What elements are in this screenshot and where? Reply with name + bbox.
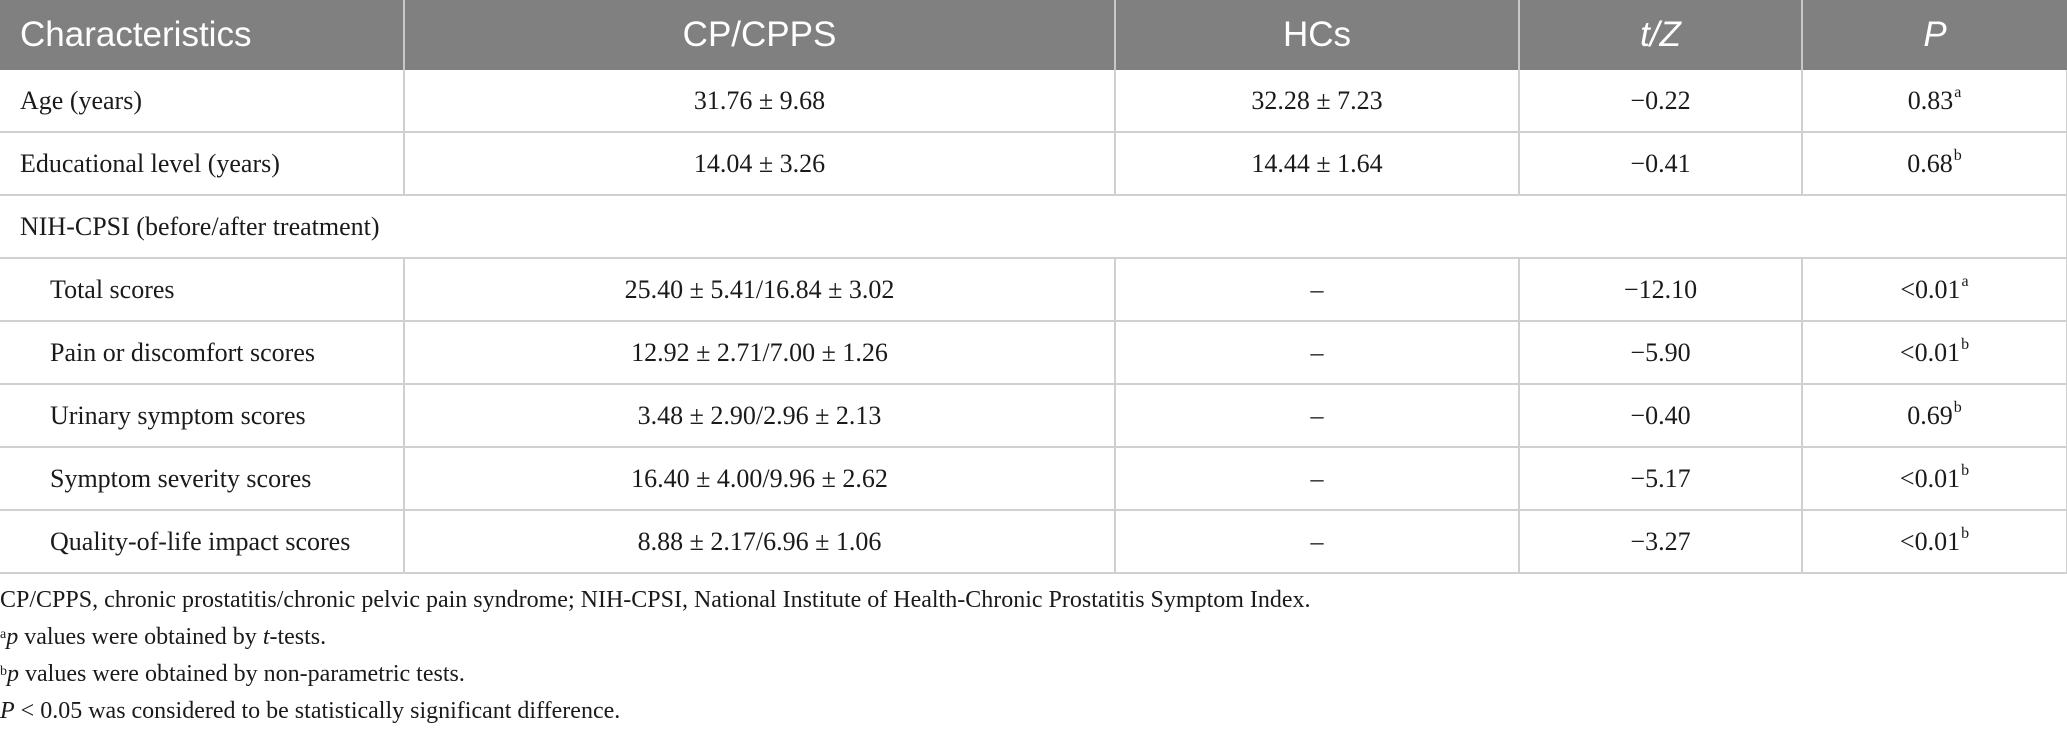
table-row bbox=[0, 70, 2067, 132]
cell-hcs: – bbox=[1115, 384, 1519, 447]
row-label: Educational level (years) bbox=[0, 132, 404, 195]
row-label: Total scores bbox=[0, 258, 404, 321]
table-row bbox=[0, 321, 2067, 384]
header-p-label: P bbox=[1923, 15, 1947, 54]
abbreviations-note: CP/CPPS, chronic prostatitis/chronic pelvic pain syndrome; NIH-CPSI, National Institute of Health-Chronic Prostatitis Symptom Index. bbox=[0, 587, 1311, 613]
footnote-b-p: p bbox=[7, 661, 19, 687]
cell-hcs: – bbox=[1115, 321, 1519, 384]
cell-hcs: – bbox=[1115, 510, 1519, 573]
p-value: <0.01 bbox=[1900, 274, 1961, 304]
footnote-marker: b bbox=[1961, 335, 1970, 353]
row-label: Symptom severity scores bbox=[0, 447, 404, 510]
p-value: <0.01 bbox=[1899, 337, 1961, 367]
cell-tz: −5.90 bbox=[1519, 321, 1802, 384]
row-label: Quality-of-life impact scores bbox=[0, 510, 404, 573]
footnote-a-t: t bbox=[262, 624, 270, 650]
cell-p bbox=[1802, 132, 2067, 195]
group-label: NIH-CPSI (before/after treatment) bbox=[0, 195, 2067, 258]
header-cp-cpps: CP/CPPS bbox=[404, 0, 1115, 70]
cell-hcs: – bbox=[1115, 447, 1519, 510]
cell-tz: −5.17 bbox=[1519, 447, 1802, 510]
table-row bbox=[0, 258, 2067, 321]
cell-tz: −0.41 bbox=[1519, 132, 1802, 195]
significance-text: < 0.05 was considered to be statistically significant difference. bbox=[14, 698, 621, 724]
header-hcs: HCs bbox=[1115, 0, 1519, 70]
significance-note bbox=[0, 693, 2060, 730]
row-label: Urinary symptom scores bbox=[0, 384, 404, 447]
footnote-marker: b bbox=[1961, 461, 1970, 479]
table-row bbox=[0, 132, 2067, 195]
footnote-a bbox=[0, 619, 2060, 656]
group-row bbox=[0, 195, 2067, 258]
footnote-b-text: values were obtained by non-parametric tests. bbox=[19, 661, 465, 687]
footnote-marker: a bbox=[1961, 272, 1969, 290]
p-value: <0.01 bbox=[1899, 526, 1961, 556]
header-characteristics: Characteristics bbox=[0, 0, 404, 70]
cell-p bbox=[1802, 70, 2067, 132]
footnote-marker: a bbox=[1954, 83, 1962, 101]
significance-p: P bbox=[0, 698, 15, 724]
cell-cp-cpps: 31.76 ± 9.68 bbox=[404, 70, 1115, 132]
cell-p bbox=[1802, 510, 2067, 573]
cell-hcs: – bbox=[1115, 258, 1519, 321]
cell-cp-cpps: 12.92 ± 2.71/7.00 ± 1.26 bbox=[404, 321, 1115, 384]
cell-hcs: 32.28 ± 7.23 bbox=[1115, 70, 1519, 132]
cell-tz: −0.40 bbox=[1519, 384, 1802, 447]
cell-cp-cpps: 14.04 ± 3.26 bbox=[404, 132, 1115, 195]
header-tz bbox=[1519, 0, 1802, 70]
header-p bbox=[1802, 0, 2067, 70]
header-tz-label: t/Z bbox=[1640, 15, 1681, 54]
footnote-b-marker: b bbox=[0, 664, 7, 679]
table-row bbox=[0, 384, 2067, 447]
row-label: Pain or discomfort scores bbox=[0, 321, 404, 384]
footnote-marker: b bbox=[1953, 146, 1962, 164]
footnote-a-text-after: -tests. bbox=[269, 624, 327, 650]
cell-cp-cpps: 25.40 ± 5.41/16.84 ± 3.02 bbox=[404, 258, 1115, 321]
cell-p bbox=[1802, 321, 2067, 384]
cell-p bbox=[1802, 384, 2067, 447]
cell-cp-cpps: 3.48 ± 2.90/2.96 ± 2.13 bbox=[404, 384, 1115, 447]
p-value: 0.69 bbox=[1907, 400, 1953, 430]
p-value: 0.68 bbox=[1907, 148, 1953, 178]
cell-p bbox=[1802, 258, 2067, 321]
cell-tz: −3.27 bbox=[1519, 510, 1802, 573]
footnote-b bbox=[0, 656, 2060, 693]
p-value: 0.83 bbox=[1907, 85, 1954, 115]
cell-tz: −0.22 bbox=[1519, 70, 1802, 132]
table-footnotes bbox=[0, 582, 2060, 730]
footnote-a-p: p bbox=[6, 624, 19, 650]
table-row bbox=[0, 510, 2067, 573]
p-value: <0.01 bbox=[1899, 463, 1961, 493]
cell-hcs: 14.44 ± 1.64 bbox=[1115, 132, 1519, 195]
footnote-marker: b bbox=[1961, 524, 1970, 542]
footnote-a-text-before: values were obtained by bbox=[18, 624, 263, 650]
table-row bbox=[0, 447, 2067, 510]
row-label: Age (years) bbox=[0, 70, 404, 132]
header-row bbox=[0, 0, 2067, 70]
cell-cp-cpps: 16.40 ± 4.00/9.96 ± 2.62 bbox=[404, 447, 1115, 510]
cell-p bbox=[1802, 447, 2067, 510]
footnote-a-marker: a bbox=[0, 627, 7, 642]
footnote-marker: b bbox=[1953, 398, 1962, 416]
cell-cp-cpps: 8.88 ± 2.17/6.96 ± 1.06 bbox=[404, 510, 1115, 573]
cell-tz: −12.10 bbox=[1519, 258, 1802, 321]
